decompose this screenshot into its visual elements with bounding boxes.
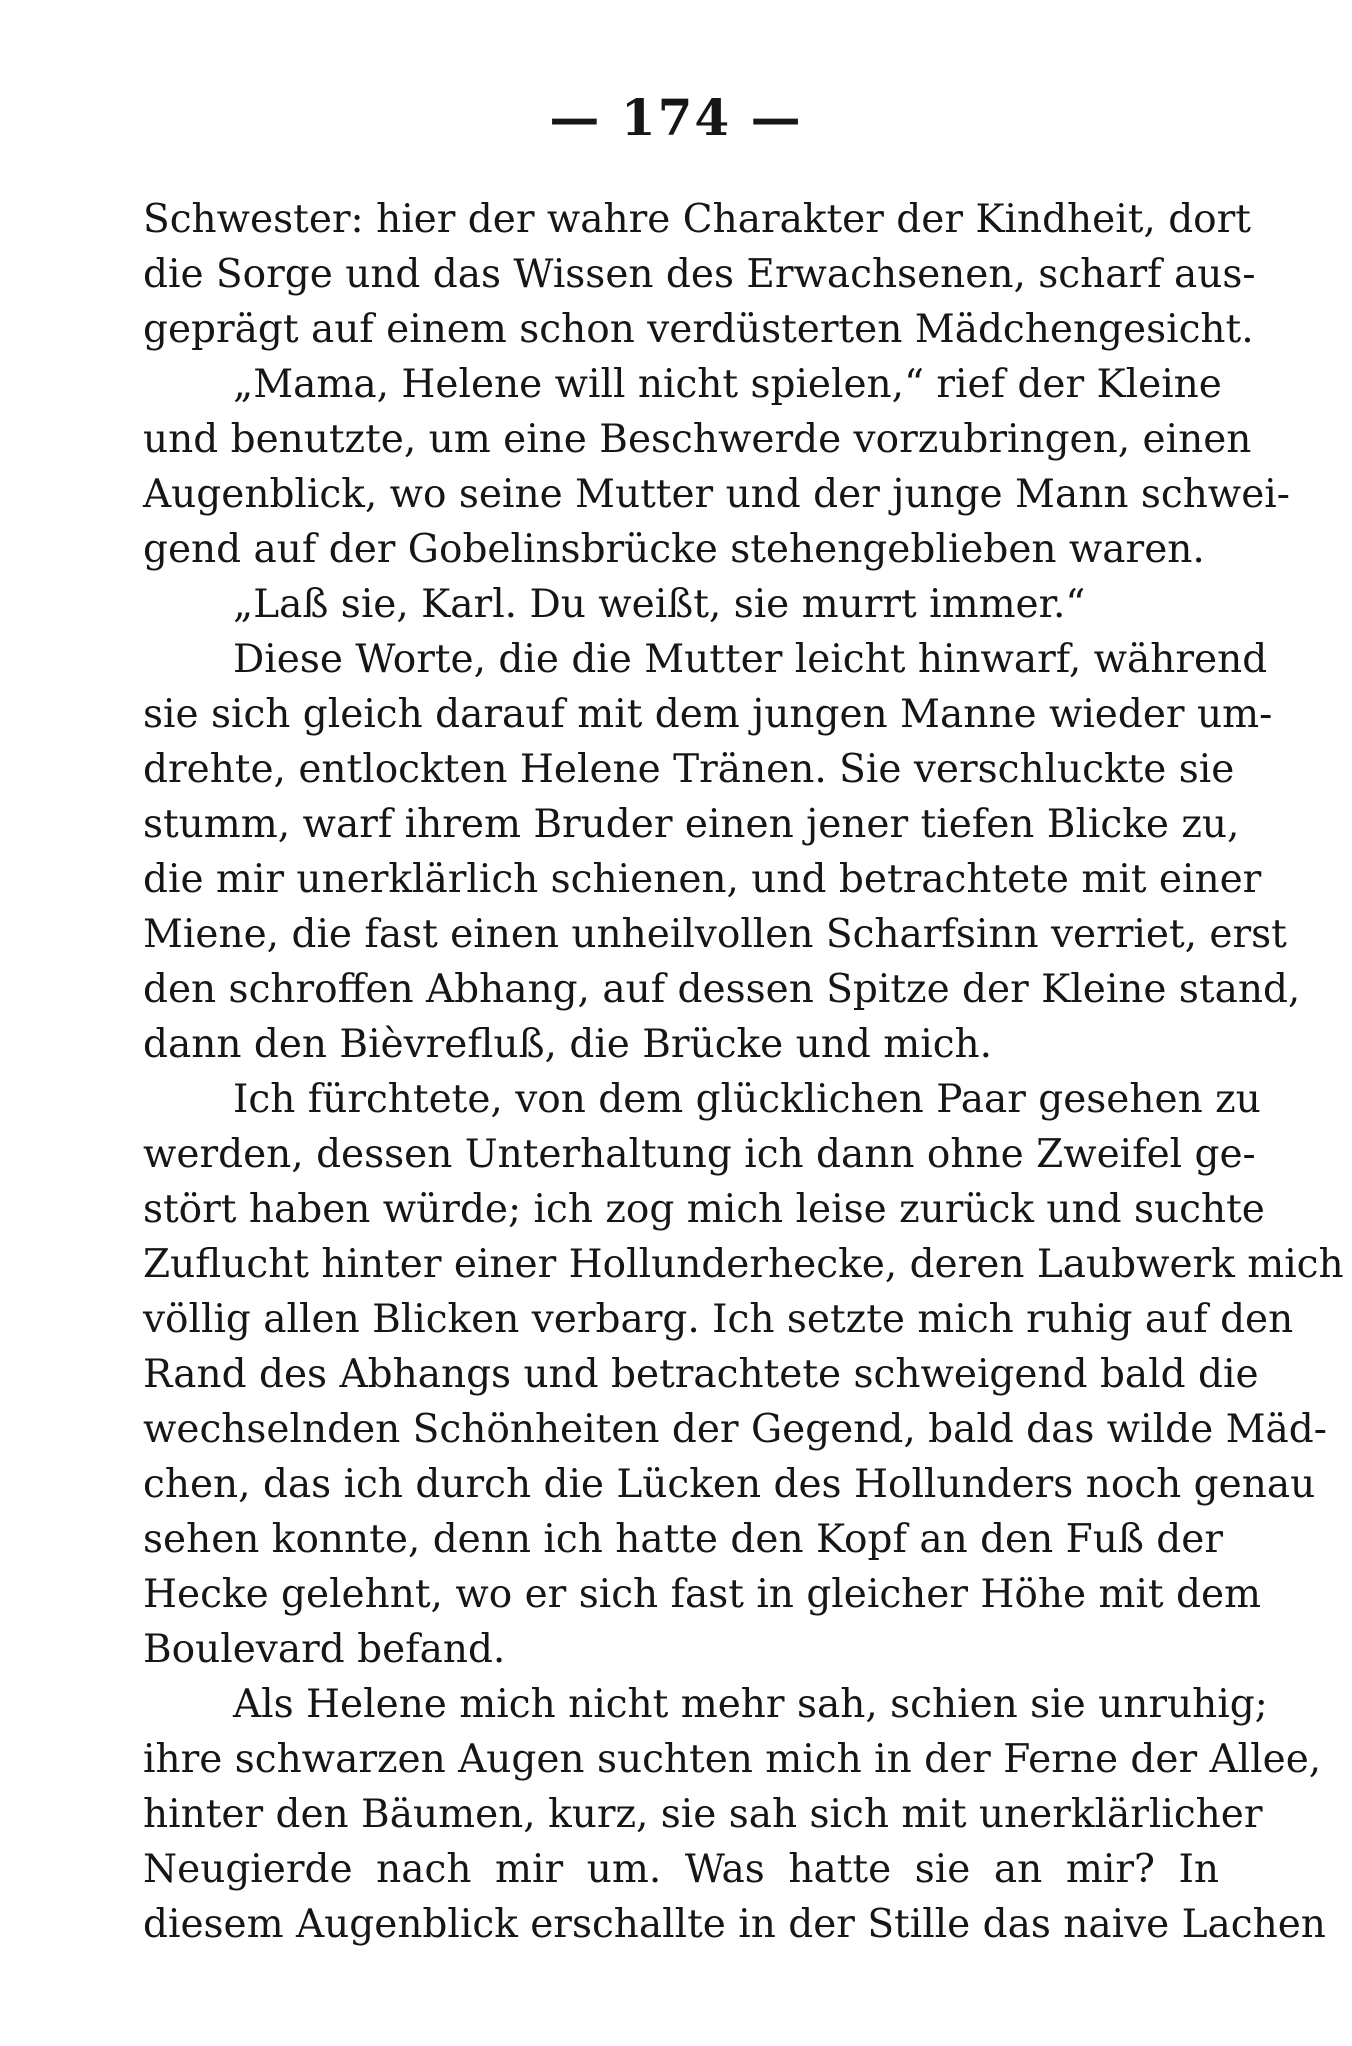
text-line: „Mama, Helene will nicht spielen,“ rief der Kleine <box>233 362 1222 407</box>
text-line: Boulevard befand. <box>143 1627 506 1672</box>
text-line: drehte, entlockten Helene Tränen. Sie verschluckte sie <box>143 747 1235 792</box>
text-line: die mir unerklärlich schienen, und betrachtete mit einer <box>143 857 1262 902</box>
text-line: Augenblick, wo seine Mutter und der junge Mann schwei- <box>143 472 1290 517</box>
page-number: — 174 — <box>549 88 803 147</box>
text-line: Zuflucht hinter einer Hollunderhecke, deren Laubwerk mich <box>143 1242 1344 1287</box>
text-line: hinter den Bäumen, kurz, sie sah sich mit unerklärlicher <box>143 1792 1263 1837</box>
text-line: chen, das ich durch die Lücken des Hollunders noch genau <box>143 1462 1316 1507</box>
text-line: geprägt auf einem schon verdüsterten Mädchengesicht. <box>143 307 1254 352</box>
text-line: Neugierde nach mir um. Was hatte sie an mir? In <box>143 1847 1219 1892</box>
text-line: den schroffen Abhang, auf dessen Spitze der Kleine stand, <box>143 967 1301 1012</box>
text-line: diesem Augenblick erschallte in der Stille das naive Lachen <box>143 1902 1326 1947</box>
text-line: Hecke gelehnt, wo er sich fast in gleicher Höhe mit dem <box>143 1572 1262 1617</box>
text-line: wechselnden Schönheiten der Gegend, bald das wilde Mäd- <box>143 1407 1327 1452</box>
text-line: ihre schwarzen Augen suchten mich in der Ferne der Allee, <box>143 1737 1322 1782</box>
text-line: werden, dessen Unterhaltung ich dann ohne Zweifel ge- <box>143 1132 1256 1177</box>
text-line: Rand des Abhangs und betrachtete schweigend bald die <box>143 1352 1259 1397</box>
text-line: die Sorge und das Wissen des Erwachsenen, scharf aus- <box>143 252 1256 297</box>
text-line: Diese Worte, die die Mutter leicht hinwarf, während <box>233 637 1268 682</box>
text-line: und benutzte, um eine Beschwerde vorzubringen, einen <box>143 417 1252 462</box>
text-line: sehen konnte, denn ich hatte den Kopf an den Fuß der <box>143 1517 1223 1562</box>
text-line: „Laß sie, Karl. Du weißt, sie murrt immer.“ <box>233 582 1086 627</box>
text-line: gend auf der Gobelinsbrücke stehengeblieben waren. <box>143 527 1205 572</box>
text-line: Schwester: hier der wahre Charakter der Kindheit, dort <box>143 197 1251 242</box>
text-line: Als Helene mich nicht mehr sah, schien sie unruhig; <box>233 1682 1268 1727</box>
body-text <box>143 192 1344 1952</box>
text-line: Miene, die fast einen unheilvollen Scharfsinn verriet, erst <box>143 912 1287 957</box>
text-line: sie sich gleich darauf mit dem jungen Manne wieder um- <box>143 692 1273 737</box>
text-line: stört haben würde; ich zog mich leise zurück und suchte <box>143 1187 1265 1232</box>
text-line: dann den Bièvrefluß, die Brücke und mich. <box>143 1022 993 1067</box>
text-line: Ich fürchtete, von dem glücklichen Paar gesehen zu <box>233 1077 1261 1122</box>
text-line: völlig allen Blicken verbarg. Ich setzte mich ruhig auf den <box>143 1297 1294 1342</box>
text-line: stumm, warf ihrem Bruder einen jener tiefen Blicke zu, <box>143 802 1240 847</box>
